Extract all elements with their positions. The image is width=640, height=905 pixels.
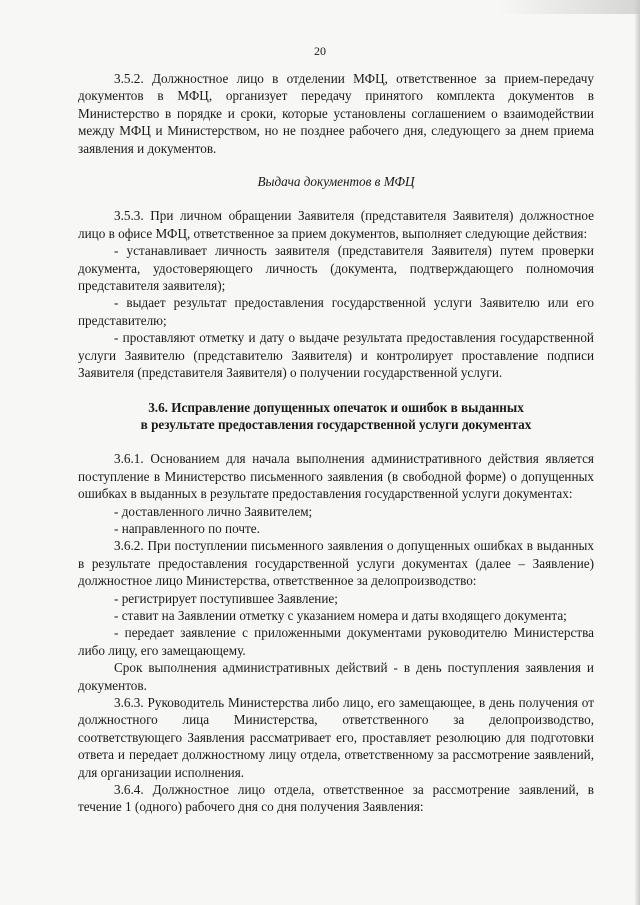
- list-item: - доставленного лично Заявителем;: [114, 503, 313, 519]
- list-item: - ставит на Заявлении отметку с указанием номера и даты входящего документа;: [114, 607, 567, 623]
- list-item: - передает заявление с приложенными документами руководителю Министерства либо лицу, его замещающему.: [78, 625, 594, 658]
- section-heading-3-6: [78, 399, 594, 434]
- paragraph-term: Срок выполнения административных действий - в день поступления заявления и документов.: [78, 660, 594, 693]
- list-item: - направленного по почте.: [114, 520, 260, 536]
- paragraph-3-6-1: 3.6.1. Основанием для начала выполнения административного действия является поступление в Министерство письменного заявления (в свободной форме) о допущенных ошибках в выданных в результате предоставления государственной услуги документах:: [78, 451, 594, 502]
- section-heading-line: в результате предоставления государственной услуги документах: [140, 416, 532, 432]
- scan-noise: [500, 0, 640, 14]
- page-number: 20: [314, 44, 326, 58]
- paragraph-3-5-3: 3.5.3. При личном обращении Заявителя (представителя Заявителя) должностное лицо в офисе МФЦ, ответственное за прием документов, выполняет следующие действия:: [78, 208, 594, 241]
- document-body: [78, 70, 594, 816]
- paragraph-3-6-3: 3.6.3. Руководитель Министерства либо лицо, его замещающее, в день получения от должностного лица Министерства, ответственного за делопроизводство, соответствующего Заявления рассматривает его, проставляет резолюцию для подготовки ответа и передает должностному лицу отдела, ответственному за рассмотрение заявлений, для организации исполнения.: [78, 695, 594, 780]
- section-heading-line: 3.6. Исправление допущенных опечаток и ошибок в выданных: [148, 399, 524, 415]
- page-edge-shadow: [634, 0, 640, 905]
- paragraph-3-6-4: 3.6.4. Должностное лицо отдела, ответственное за рассмотрение заявлений, в течение 1 (одного) рабочего дня со дня получения Заявления:: [78, 782, 594, 815]
- list-item: - регистрирует поступившее Заявление;: [114, 590, 338, 606]
- subheading-mfc-issue: Выдача документов в МФЦ: [257, 174, 415, 190]
- list-item: - проставляют отметку и дату о выдаче результата предоставления государственной услуги Заявителю (представителю Заявителя) и контролирует проставление подписи Заявителя (представителя Заявителя) о получении государственной услуги.: [78, 330, 594, 381]
- paragraph-3-5-2: 3.5.2. Должностное лицо в отделении МФЦ, ответственное за прием-передачу документов в МФЦ, организует передачу принятого комплекта документов в Министерство в порядке и сроки, которые установлены соглашением о взаимодействии между МФЦ и Министерством, но не позднее рабочего дня, следующего за днем приема заявления и документов.: [78, 71, 594, 156]
- paragraph-3-6-2: 3.6.2. При поступлении письменного заявления о допущенных ошибках в выданных в результате предоставления государственной услуги документах (далее – Заявление) должностное лицо Министерства, ответственное за делопроизводство:: [78, 538, 594, 589]
- list-item: - выдает результат предоставления государственной услуги Заявителю или его представителю;: [78, 295, 594, 328]
- list-item: - устанавливает личность заявителя (представителя Заявителя) путем проверки документа, удостоверяющего личность (документа, подтверждающего полномочия представителя заявителя);: [78, 243, 594, 294]
